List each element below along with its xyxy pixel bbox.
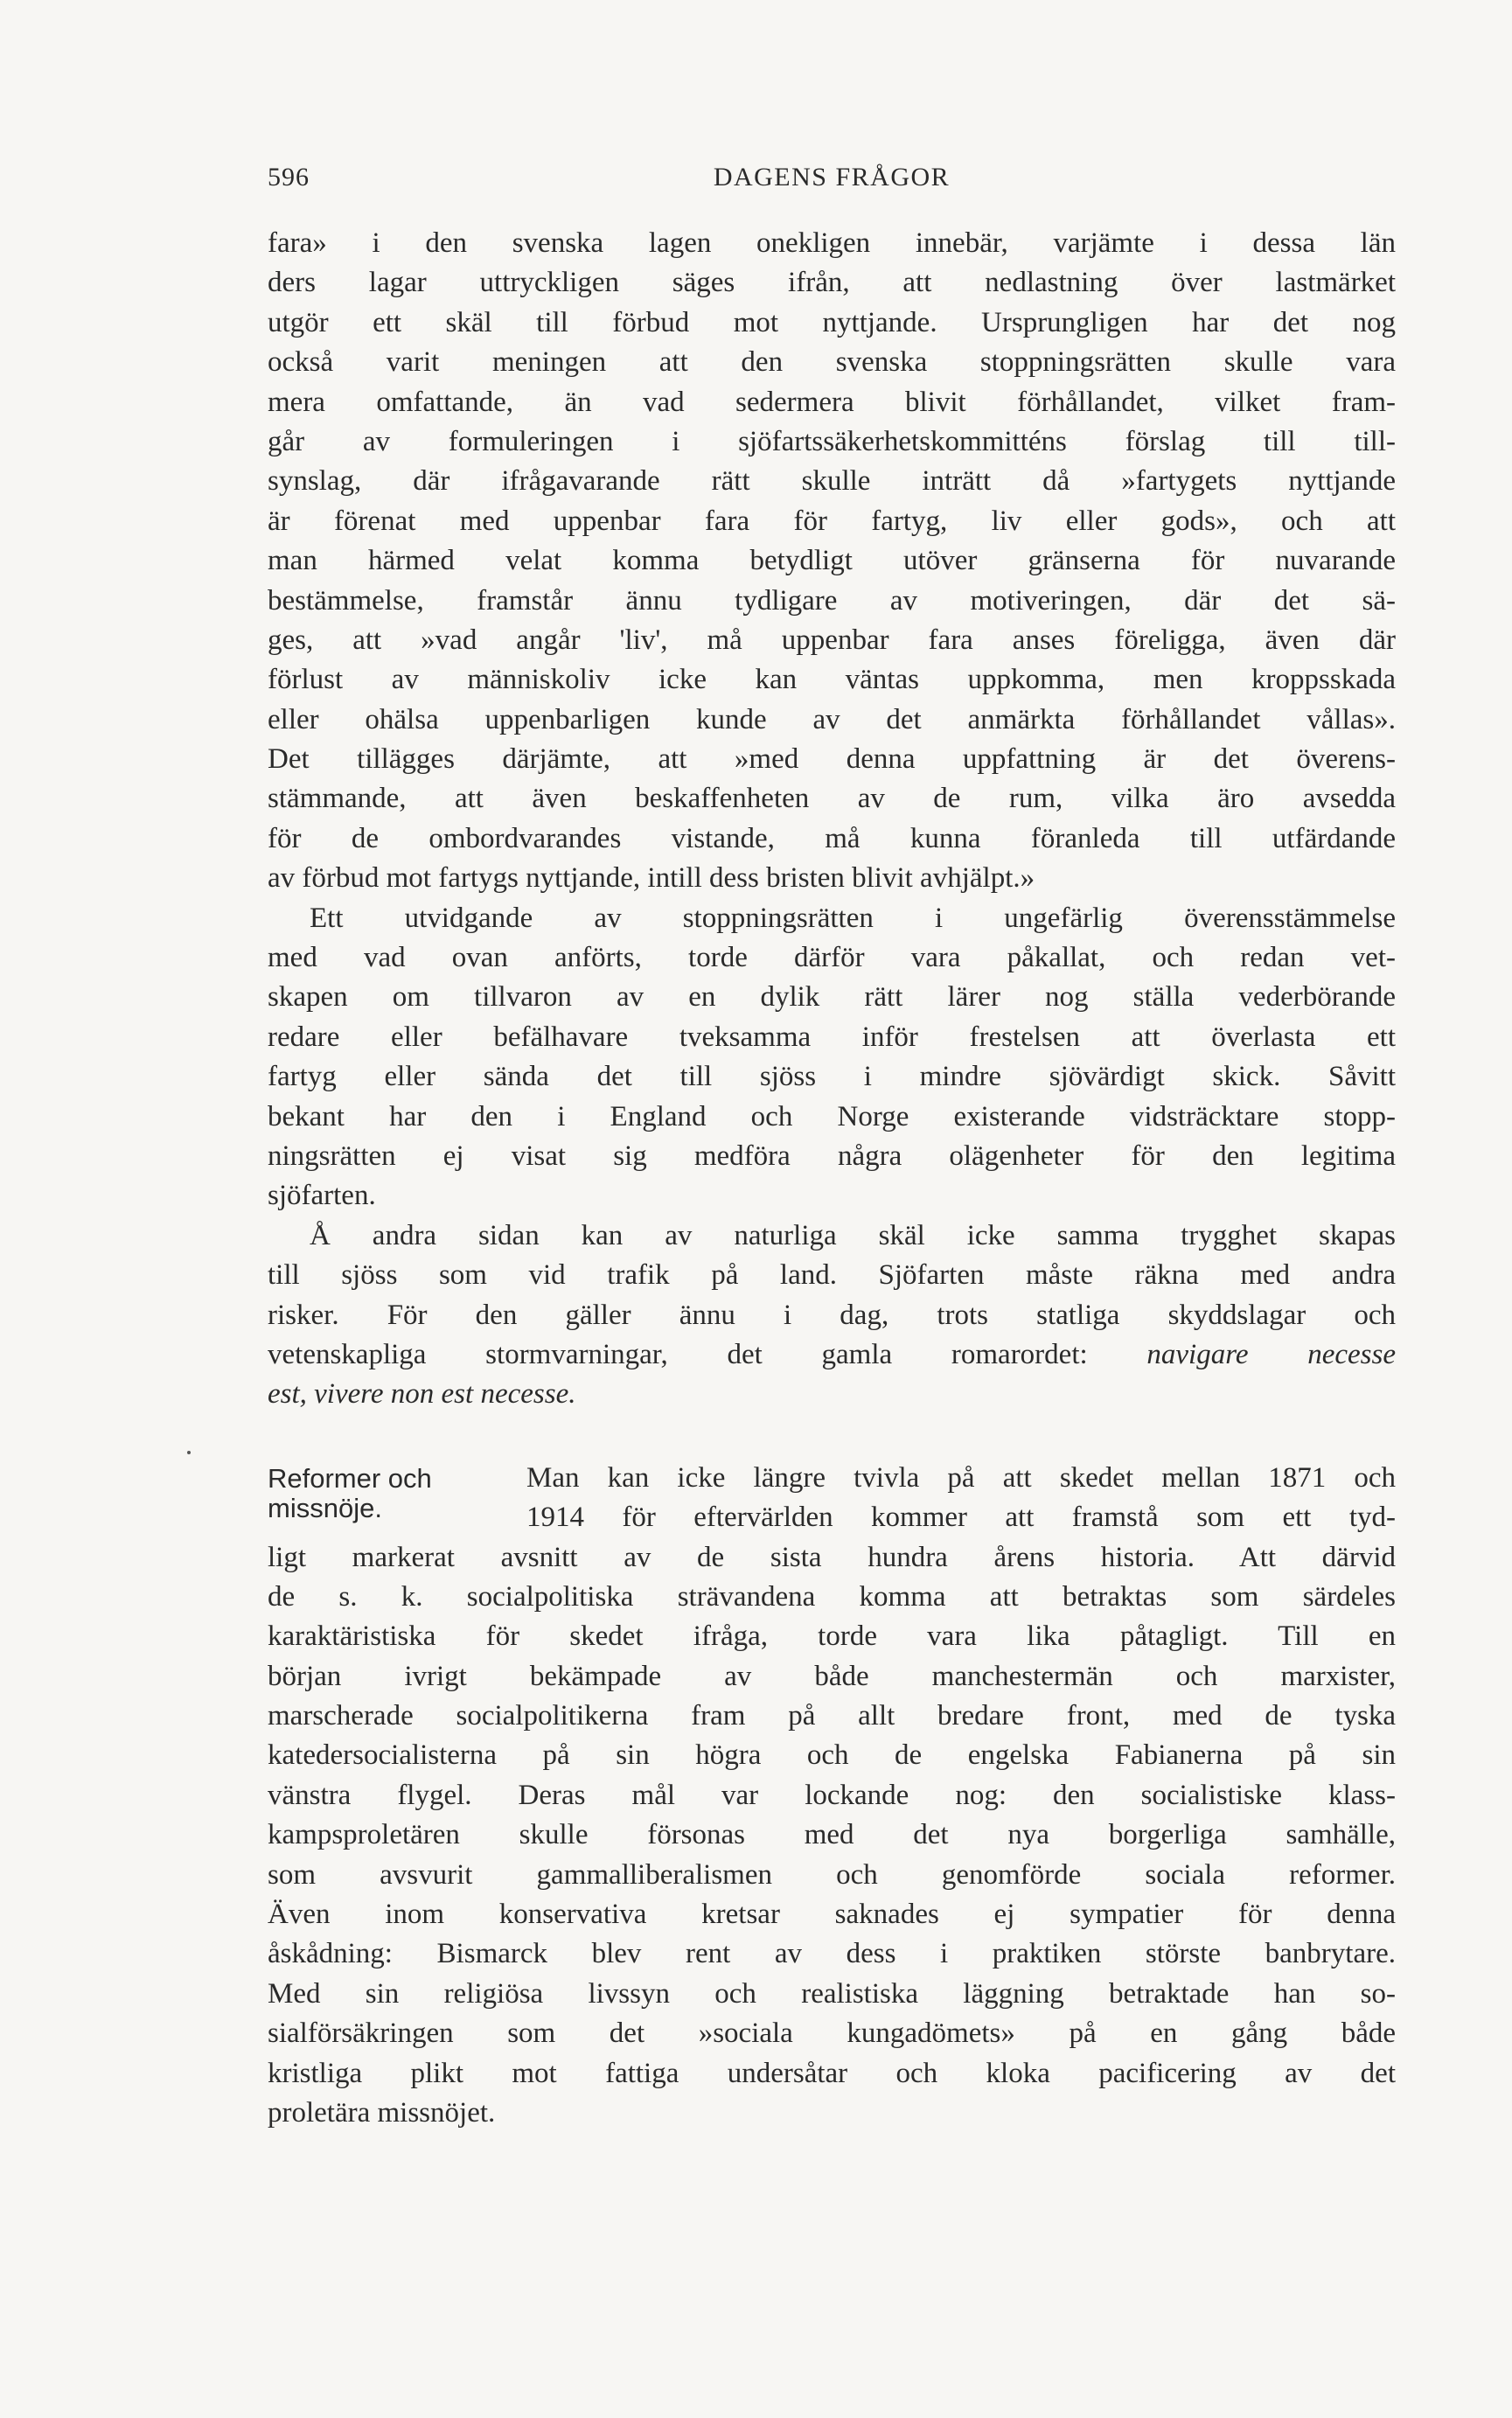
- text-line: av förbud mot fartygs nyttjande, intill dess bristen blivit avhjälpt.»: [268, 862, 1035, 895]
- margin-mark: [187, 1451, 191, 1454]
- text-line: sialförsäkringen som det »sociala kungadömets» på en gång både: [268, 2017, 1396, 2050]
- text-line: stämmande, att även beskaffenheten av de rum, vilka äro avsedda: [268, 783, 1396, 815]
- text-line: förlust av människoliv icke kan väntas uppkomma, men kroppsskada: [268, 664, 1396, 696]
- text-line: ligt markerat avsnitt av de sista hundra årens historia. Att därvid: [268, 1541, 1396, 1573]
- paragraph-2: [268, 899, 1396, 1216]
- running-head: DAGENS FRÅGOR: [713, 163, 951, 192]
- text-line: katedersocialisterna på sin högra och de engelska Fabianerna på sin: [268, 1739, 1396, 1772]
- text-line: är förenat med uppenbar fara för fartyg, liv eller gods», och att: [268, 505, 1396, 537]
- body-text: [268, 224, 1396, 2133]
- text-line: Man kan icke längre tvivla på att skedet mellan 1871 och: [526, 1461, 1396, 1494]
- marginal-heading-line: Reformer och: [268, 1462, 432, 1494]
- text-line: marscherade socialpolitikerna fram på allt bredare front, med de tyska: [268, 1700, 1396, 1732]
- paragraph-1: [268, 224, 1396, 899]
- text-line: Även inom konservativa kretsar saknades ej sympatier för denna: [268, 1899, 1396, 1931]
- text-line: risker. För den gäller ännu i dag, trots statliga skyddslagar och: [268, 1299, 1396, 1331]
- text-line: de s. k. socialpolitiska strävandena komma att betraktas som särdeles: [268, 1580, 1396, 1613]
- text-line: kristliga plikt mot fattiga undersåtar och kloka pacificering av det: [268, 2057, 1396, 2089]
- text-line: vänstra flygel. Deras mål var lockande nog: den socialistiske klass-: [268, 1779, 1396, 1811]
- latin-phrase: est, vivere non est necesse.: [268, 1378, 576, 1411]
- text-line: som avsvurit gammalliberalismen och genomförde sociala reformer.: [268, 1858, 1396, 1891]
- text-line: ningsrätten ej visat sig medföra några olägenheter för den legitima: [268, 1139, 1396, 1172]
- text-line: Det tillägges därjämte, att »med denna uppfattning är det överens-: [268, 743, 1396, 776]
- text-line: sjöfarten.: [268, 1180, 376, 1212]
- text-line: början ivrigt bekämpade av både manchestermän och marxister,: [268, 1660, 1396, 1692]
- paragraph-4: [268, 1459, 1396, 2134]
- page-header: [268, 163, 1396, 198]
- text-line: går av formuleringen i sjöfartssäkerhetskommitténs förslag till till-: [268, 425, 1396, 457]
- text-line: synslag, där ifrågavarande rätt skulle inträtt då »fartygets nyttjande: [268, 465, 1396, 498]
- text-line: 1914 för eftervärlden kommer att framstå som ett tyd-: [526, 1502, 1396, 1534]
- text-segment: vetenskapliga stormvarningar, det gamla romarordet:: [268, 1338, 1088, 1370]
- text-line: bekant har den i England och Norge existerande vidsträcktare stopp-: [268, 1100, 1396, 1132]
- text-line: [268, 1335, 1396, 1375]
- text-line: med vad ovan anförts, torde därför vara påkallat, och redan vet-: [268, 942, 1396, 974]
- page-number: 596: [268, 163, 310, 192]
- text-line: fartyg eller sända det till sjöss i mindre sjövärdigt skick. Såvitt: [268, 1061, 1396, 1093]
- text-line: proletära missnöjet.: [268, 2096, 496, 2129]
- section-gap: [268, 1415, 1396, 1459]
- marginal-heading-line: missnöje.: [268, 1492, 382, 1523]
- text-line: Ett utvidgande av stoppningsrätten i ungefärlig överensstämmelse: [310, 902, 1396, 934]
- text-line: karaktäristiska för skedet ifråga, torde vara lika påtagligt. Till en: [268, 1620, 1396, 1653]
- text-line: eller ohälsa uppenbarligen kunde av det anmärkta förhållandet vållas».: [268, 703, 1396, 735]
- latin-phrase: navigare necesse: [1146, 1338, 1397, 1370]
- text-line: åskådning: Bismarck blev rent av dess i praktiken störste banbrytare.: [268, 1938, 1396, 1970]
- text-line: utgör ett skäl till förbud mot nyttjande. Ursprungligen har det nog: [268, 306, 1396, 338]
- text-line: för de ombordvarandes vistande, må kunna föranleda till utfärdande: [268, 822, 1396, 854]
- text-line: skapen om tillvaron av en dylik rätt lärer nog ställa vederbörande: [268, 981, 1396, 1014]
- text-line: man härmed velat komma betydligt utöver gränserna för nuvarande: [268, 545, 1396, 577]
- text-line: fara» i den svenska lagen onekligen innebär, varjämte i dessa län: [268, 227, 1396, 259]
- text-line: ges, att »vad angår 'liv', må uppenbar fara anses föreligga, även där: [268, 624, 1396, 656]
- text-line: ders lagar uttryckligen säges ifrån, att nedlastning över lastmärket: [268, 267, 1396, 299]
- text-line: redare eller befälhavare tveksamma inför frestelsen att överlasta ett: [268, 1021, 1396, 1053]
- text-line: Med sin religiösa livssyn och realistiska läggning betraktade han so-: [268, 1977, 1396, 2010]
- text-line: kampsproletären skulle försonas med det nya borgerliga samhälle,: [268, 1819, 1396, 1851]
- marginal-heading: [268, 1464, 530, 1523]
- text-line: också varit meningen att den svenska stoppningsrätten skulle vara: [268, 346, 1396, 379]
- text-line: bestämmelse, framstår ännu tydligare av motiveringen, där det sä-: [268, 584, 1396, 617]
- text-line: mera omfattande, än vad sedermera blivit förhållandet, vilket fram-: [268, 386, 1396, 418]
- text-line: Å andra sidan kan av naturliga skäl icke samma trygghet skapas: [310, 1219, 1396, 1251]
- text-line: till sjöss som vid trafik på land. Sjöfarten måste räkna med andra: [268, 1259, 1396, 1292]
- paragraph-3: [268, 1216, 1396, 1415]
